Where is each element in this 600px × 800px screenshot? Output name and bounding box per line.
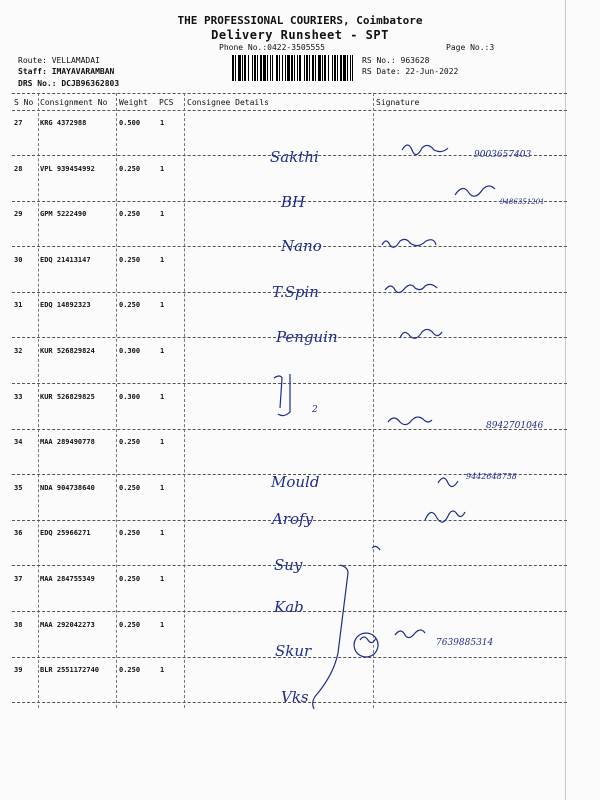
row-weight: 0.250 [119,256,141,264]
barcode-bar [343,55,346,81]
row-weight: 0.250 [119,210,141,218]
barcode-bar [238,55,241,81]
row-divider [12,520,567,521]
barcode-bar [279,55,280,81]
row-weight: 0.500 [119,119,141,127]
row-pcs: 1 [160,165,165,173]
row-pcs: 1 [160,484,165,492]
row-pcs: 1 [160,301,165,309]
col-header-sno: S No [14,98,34,107]
row-pcs: 1 [160,256,165,264]
signature-stroke [354,633,378,657]
row-pcs: 1 [160,575,165,583]
handwritten-consignee: Arofy [272,510,314,528]
page-edge [565,0,566,800]
row-consignment-no: EDQ 14892323 [40,301,91,309]
row-consignment-no: KUR 526829825 [40,393,95,401]
col-divider [116,93,117,708]
handwritten-phone: 9003657403 [474,150,532,160]
row-sno: 34 [14,438,23,446]
barcode-bar [350,55,351,81]
header-bottom-rule [12,110,567,111]
row-weight: 0.250 [119,301,141,309]
row-divider [12,565,567,566]
handwritten-consignee: Vks [281,688,309,706]
barcode-bar [257,55,258,81]
col-header-consignment: Consignment No [40,98,108,107]
barcode-bar [252,55,253,81]
handwritten-consignee: Skur [275,642,312,660]
row-weight: 0.250 [119,165,141,173]
signature-stroke [402,145,448,155]
signature-stroke [274,374,290,416]
row-pcs: 1 [160,621,165,629]
row-consignment-no: MAA 289490778 [40,438,95,446]
row-sno: 39 [14,666,23,674]
signature-stroke [455,186,495,196]
handwritten-consignee: BH [281,193,306,211]
row-weight: 0.250 [119,666,141,674]
page-subtitle: Delivery Runsheet - SPT [211,28,389,42]
handwritten-phone: 9486351201 [500,198,545,206]
barcode-bar [299,55,301,81]
page-number: Page No.:3 [446,43,495,52]
handwritten-consignee: Mould [271,473,320,491]
row-divider [12,702,567,703]
handwritten-phone: 7639885314 [436,638,494,648]
row-weight: 0.250 [119,621,141,629]
row-pcs: 1 [160,210,165,218]
handwritten-consignee: Nano [281,237,322,255]
row-consignment-no: EDQ 21413147 [40,256,91,264]
signature-stroke [388,417,432,425]
handwritten-consignee: Sakthi [270,148,319,166]
row-weight: 0.300 [119,393,141,401]
barcode-bar [276,55,278,81]
row-weight: 0.250 [119,575,141,583]
row-pcs: 1 [160,347,165,355]
row-consignment-no: MAA 284755349 [40,575,95,583]
col-header-signature: Signature [376,98,420,107]
handwritten-consignee: Kab [274,598,304,616]
row-divider [12,155,567,156]
barcode-bar [242,55,243,81]
row-divider [12,657,567,658]
barcode-bar [328,55,329,81]
route: Route: VELLAMADAI [18,56,100,65]
row-pcs: 1 [160,393,165,401]
handwritten-consignee: T.Spin [272,283,319,301]
row-divider [12,292,567,293]
barcode-bar [287,55,290,81]
row-sno: 37 [14,575,23,583]
handwritten-phone: 8942701046 [486,421,544,431]
row-divider [12,246,567,247]
signature-stroke [313,565,348,709]
page-title: THE PROFESSIONAL COURIERS, Coimbatore [177,14,423,27]
row-divider [12,474,567,475]
row-sno: 32 [14,347,23,355]
header-top-rule [12,93,567,94]
barcode-bar [352,55,353,81]
phone-number: Phone No.:0422-3505555 [219,43,325,52]
barcode-bar [248,55,249,81]
barcode-bar [260,55,262,81]
drs-number: DRS No.: DCJB96362803 [18,79,120,88]
row-sno: 38 [14,621,23,629]
barcode-bar [291,55,293,81]
barcode-bar [294,55,295,81]
rs-date: RS Date: 22-Jun-2022 [362,67,459,76]
row-divider [12,611,567,612]
row-divider [12,429,567,430]
row-divider [12,337,567,338]
barcode-bar [232,55,234,81]
barcode-bar [337,55,338,81]
row-pcs: 1 [160,438,165,446]
col-header-pcs: PCS [159,98,174,107]
barcode-bar [297,55,298,81]
barcode-bar [263,55,266,81]
signature-stroke [395,630,425,638]
handwritten-phone: 9442648758 [466,472,517,481]
barcode-bar [267,55,268,81]
col-header-consignee: Consignee Details [187,98,269,107]
barcode-bar [315,55,316,81]
row-pcs: 1 [160,666,165,674]
col-divider [38,93,39,708]
signature-stroke [438,478,458,487]
barcode-bar [340,55,342,81]
row-weight: 0.300 [119,347,141,355]
row-sno: 31 [14,301,23,309]
row-sno: 35 [14,484,23,492]
rs-number: RS No.: 963628 [362,56,430,65]
barcode-bar [272,55,273,81]
row-weight: 0.250 [119,484,141,492]
barcode-bar [244,55,246,81]
barcode-bar [309,55,310,81]
row-sno: 27 [14,119,23,127]
barcode [232,55,354,81]
barcode-bar [285,55,286,81]
row-consignment-no: MAA 292042273 [40,621,95,629]
row-divider [12,201,567,202]
barcode-bar [235,55,236,81]
col-header-weight: Weight [119,98,148,107]
handwritten-consignee: Penguin [276,328,338,346]
row-sno: 33 [14,393,23,401]
barcode-bar [282,55,283,81]
row-sno: 36 [14,529,23,537]
barcode-bar [334,55,336,81]
handwritten-consignee: Suy [274,556,303,574]
row-consignment-no: NDA 904738640 [40,484,95,492]
row-consignment-no: KUR 526829824 [40,347,95,355]
barcode-bar [254,55,256,81]
row-consignment-no: BLR 2551172740 [40,666,100,674]
row-consignment-no: VPL 939454992 [40,165,95,173]
row-consignment-no: KRG 4372988 [40,119,87,127]
barcode-bar [270,55,271,81]
row-divider [12,383,567,384]
row-pcs: 1 [160,529,165,537]
barcode-bar [324,55,326,81]
row-weight: 0.250 [119,438,141,446]
barcode-bar [318,55,321,81]
row-consignment-no: GPM 5222490 [40,210,87,218]
barcode-bar [347,55,348,81]
row-pcs: 1 [160,119,165,127]
row-consignment-no: EDQ 25966271 [40,529,91,537]
col-divider [373,93,374,708]
handwritten-consignee: 2 [312,405,318,415]
row-weight: 0.250 [119,529,141,537]
row-sno: 28 [14,165,23,173]
barcode-bar [332,55,333,81]
barcode-bar [312,55,314,81]
barcode-bar [304,55,305,81]
col-divider [184,93,185,708]
row-sno: 30 [14,256,23,264]
row-sno: 29 [14,210,23,218]
barcode-bar [306,55,308,81]
barcode-bar [322,55,323,81]
staff: Staff: IMAYAVARAMBAN [18,67,115,76]
